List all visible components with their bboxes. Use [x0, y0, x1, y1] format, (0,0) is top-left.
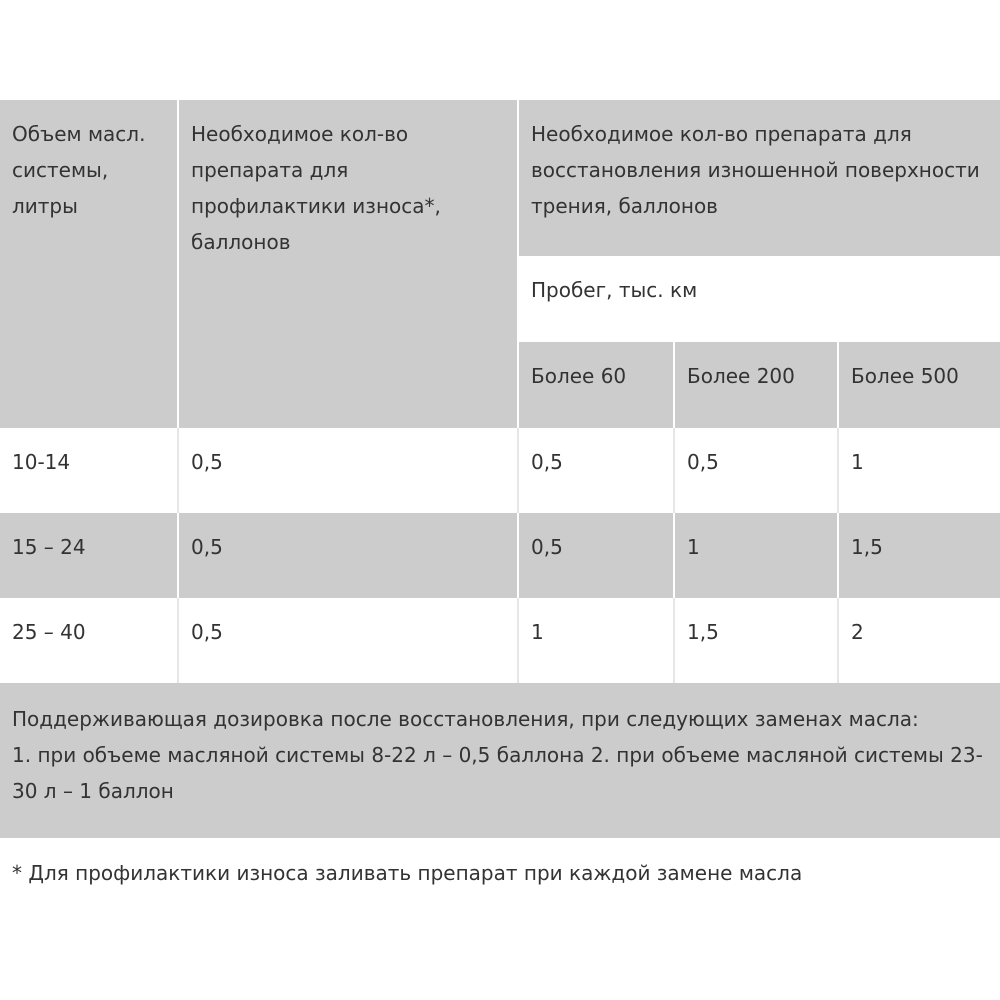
cell-prevention: [178, 513, 518, 598]
header-m500: Более 500: [851, 364, 959, 388]
cell-m60: [518, 598, 674, 683]
cell-prevention-text: 0,5: [191, 450, 223, 474]
note-row: [0, 683, 1000, 838]
header-volume: Объем масл. системы, литры: [12, 122, 146, 218]
cell-m60-text: 0,5: [531, 535, 563, 559]
footnote: * Для профилактики износа заливать препарат при каждой замене масла: [12, 861, 803, 885]
cell-m200: [674, 598, 838, 683]
table-row: [0, 513, 1000, 598]
cell-prevention-text: 0,5: [191, 620, 223, 644]
header-m60-cell: [518, 342, 674, 428]
header-m200: Более 200: [687, 364, 795, 388]
cell-m60: [518, 513, 674, 598]
cell-prevention: [178, 598, 518, 683]
note-line-1: Поддерживающая дозировка после восстановления, при следующих заменах масла:: [12, 707, 919, 731]
cell-volume-text: 15 – 24: [12, 535, 86, 559]
cell-m200-text: 1: [687, 535, 700, 559]
header-row-1: [0, 100, 1000, 256]
header-restoration: Необходимое кол-во препарата для восстановления изношенной поверхности трения, баллонов: [531, 122, 980, 218]
cell-m500-text: 2: [851, 620, 864, 644]
header-restoration-cell: [518, 100, 1000, 256]
cell-volume: [0, 598, 178, 683]
cell-m200: [674, 513, 838, 598]
table-row: [0, 598, 1000, 683]
cell-m60: [518, 428, 674, 513]
cell-volume: [0, 513, 178, 598]
cell-m500-text: 1: [851, 450, 864, 474]
cell-m500-text: 1,5: [851, 535, 883, 559]
header-mileage-cell: [518, 256, 1000, 342]
header-m200-cell: [674, 342, 838, 428]
cell-m60-text: 1: [531, 620, 544, 644]
cell-m200-text: 0,5: [687, 450, 719, 474]
table-row: [0, 428, 1000, 513]
cell-m500: [838, 513, 1000, 598]
header-m60: Более 60: [531, 364, 627, 388]
cell-volume-text: 25 – 40: [12, 620, 86, 644]
note-line-2: 1. при объеме масляной системы 8-22 л – 0,5 баллона 2. при объеме масляной системы 23-30 л – 1 баллон: [12, 743, 983, 803]
cell-prevention: [178, 428, 518, 513]
header-m500-cell: [838, 342, 1000, 428]
cell-prevention-text: 0,5: [191, 535, 223, 559]
cell-m500: [838, 598, 1000, 683]
cell-volume: [0, 428, 178, 513]
cell-m500: [838, 428, 1000, 513]
cell-m60-text: 0,5: [531, 450, 563, 474]
dosage-table: [0, 100, 1000, 838]
header-volume-cell: [0, 100, 178, 428]
cell-volume-text: 10-14: [12, 450, 71, 474]
header-mileage: Пробег, тыс. км: [531, 278, 698, 302]
cell-m200: [674, 428, 838, 513]
header-prevention: Необходимое кол-во препарата для профилактики износа*, баллонов: [191, 122, 441, 254]
note-cell: [0, 683, 1000, 838]
cell-m200-text: 1,5: [687, 620, 719, 644]
header-prevention-cell: [178, 100, 518, 428]
